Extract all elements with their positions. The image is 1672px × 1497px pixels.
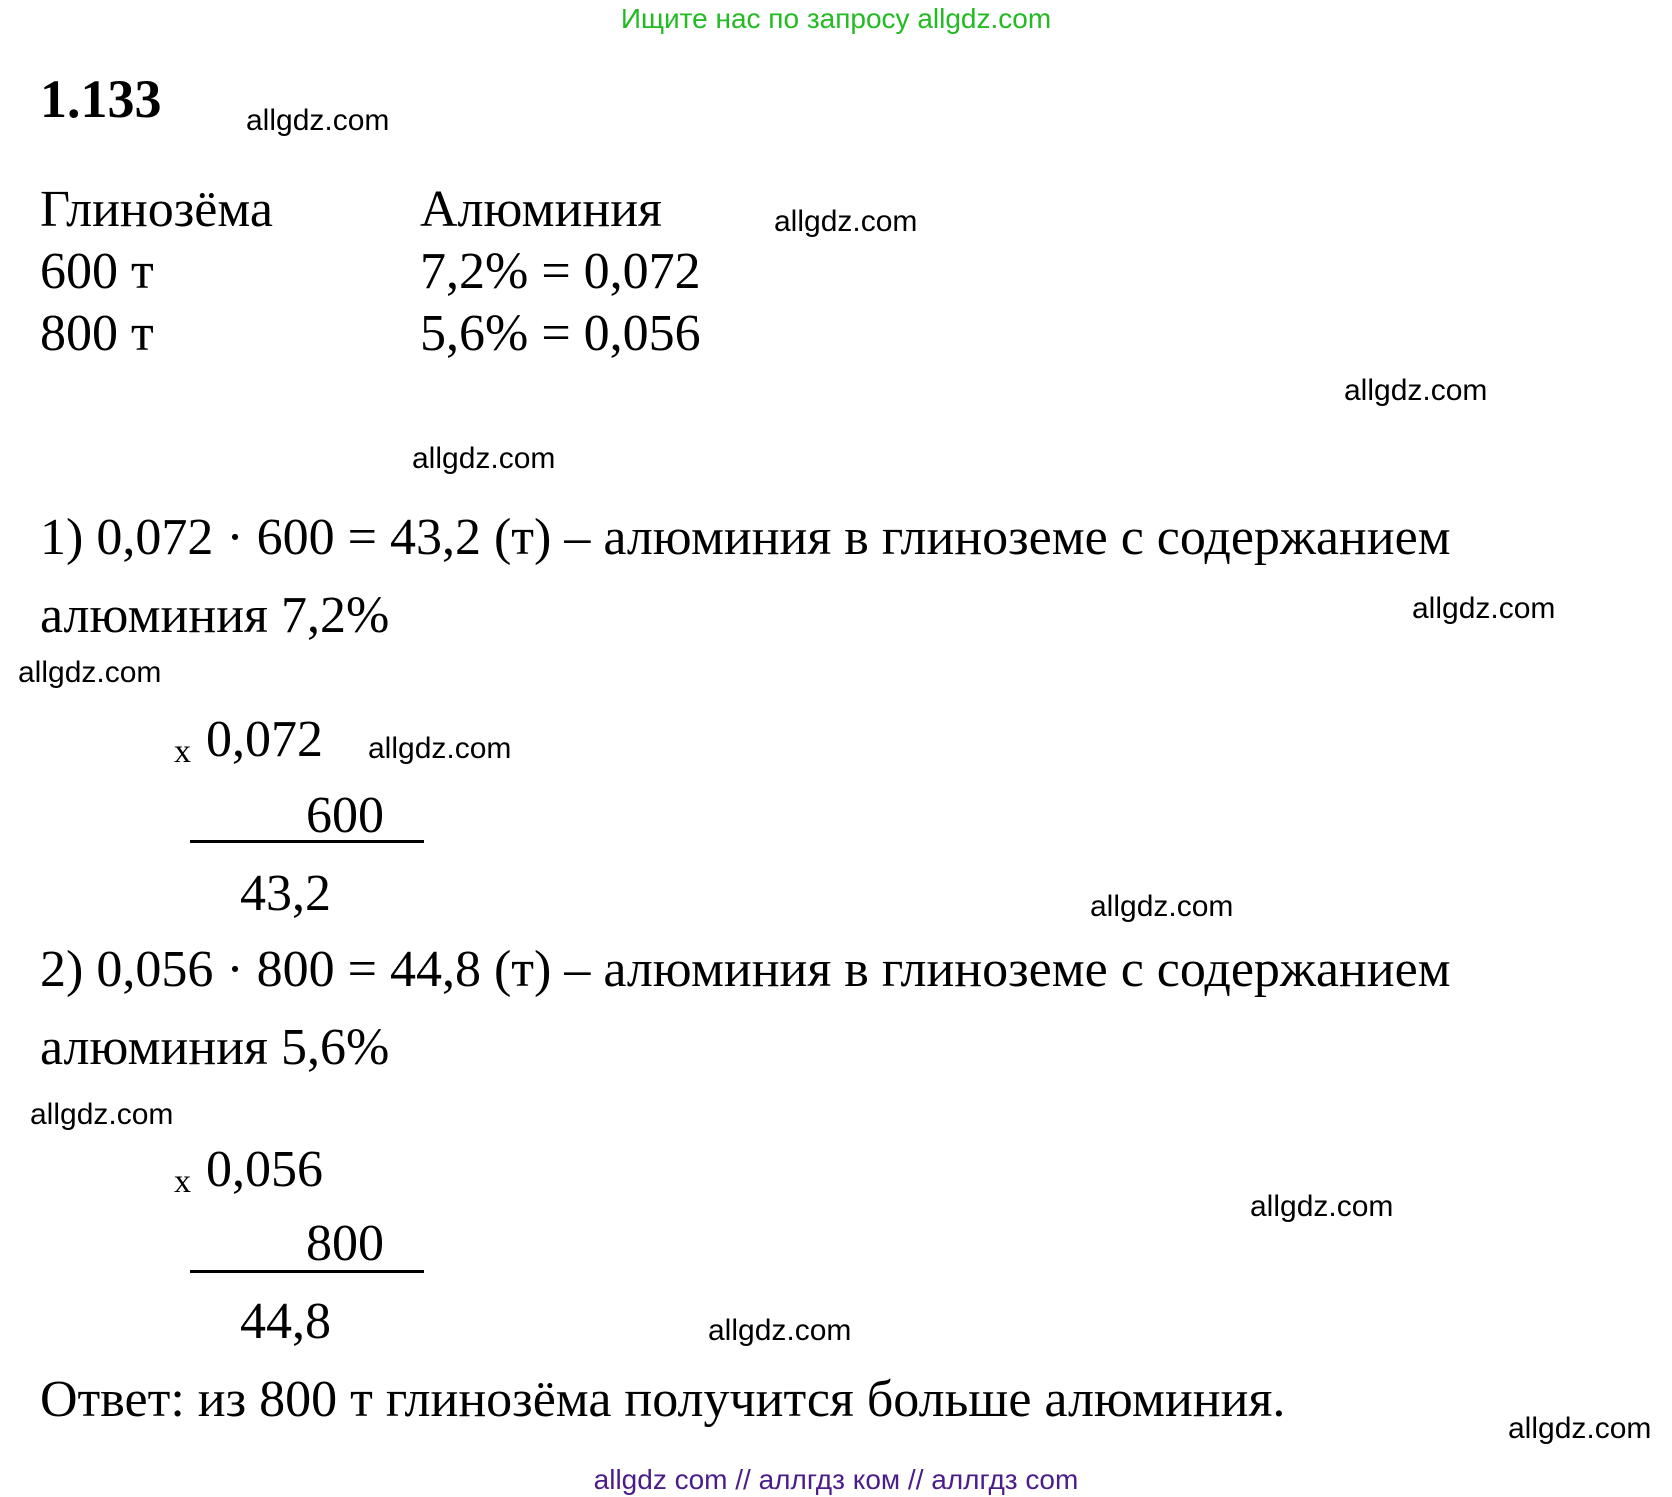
watermark: allgdz.com	[30, 1098, 174, 1131]
watermark: allgdz.com	[368, 732, 512, 765]
step-1-mult-rule	[190, 840, 424, 843]
step-1-line-1: 1) 0,072 · 600 = 43,2 (т) – алюминия в глиноземе с содержанием	[40, 509, 1451, 566]
step-1-line-2: алюминия 7,2%	[40, 587, 390, 644]
watermark: allgdz.com	[1344, 374, 1488, 407]
top-banner: Ищите нас по запросу allgdz.com	[620, 3, 1052, 34]
table-header-col2: Алюминия	[420, 181, 662, 238]
step-2-line-1: 2) 0,056 · 800 = 44,8 (т) – алюминия в глиноземе с содержанием	[40, 941, 1451, 998]
step-1-mult-bottom: 600	[306, 787, 384, 844]
step-2-mult-bottom: 800	[306, 1215, 384, 1272]
watermark: allgdz.com	[774, 205, 918, 238]
watermark: allgdz.com	[246, 104, 390, 137]
task-number: 1.133	[40, 69, 162, 129]
watermark: allgdz.com	[708, 1314, 852, 1347]
step-1-mult-top: 0,072	[206, 711, 323, 768]
watermark: allgdz.com	[1250, 1190, 1394, 1223]
watermark: allgdz.com	[18, 656, 162, 689]
step-2-mult-rule	[190, 1270, 424, 1273]
table-row-1-col1: 600 т	[40, 243, 154, 300]
table-row-2-col1: 800 т	[40, 305, 154, 362]
answer-text: Ответ: из 800 т глинозёма получится больше алюминия.	[40, 1371, 1286, 1428]
table-header-col1: Глинозёма	[40, 181, 274, 238]
watermark: allgdz.com	[412, 442, 556, 475]
step-2-mult-top: 0,056	[206, 1141, 323, 1198]
step-1-mult-result: 43,2	[240, 865, 331, 922]
step-1-mult-sign: x	[174, 733, 191, 770]
step-2-mult-result: 44,8	[240, 1293, 331, 1350]
step-2-mult-sign: x	[174, 1163, 191, 1200]
step-2-line-2: алюминия 5,6%	[40, 1019, 390, 1076]
table-row-1-col2: 7,2% = 0,072	[420, 243, 701, 300]
watermark: allgdz.com	[1090, 890, 1234, 923]
watermark: allgdz.com	[1412, 592, 1556, 625]
watermark: allgdz.com	[1508, 1412, 1652, 1445]
footer-links[interactable]: allgdz com // аллгдз ком // аллгдз com	[593, 1464, 1079, 1495]
table-row-2-col2: 5,6% = 0,056	[420, 305, 701, 362]
